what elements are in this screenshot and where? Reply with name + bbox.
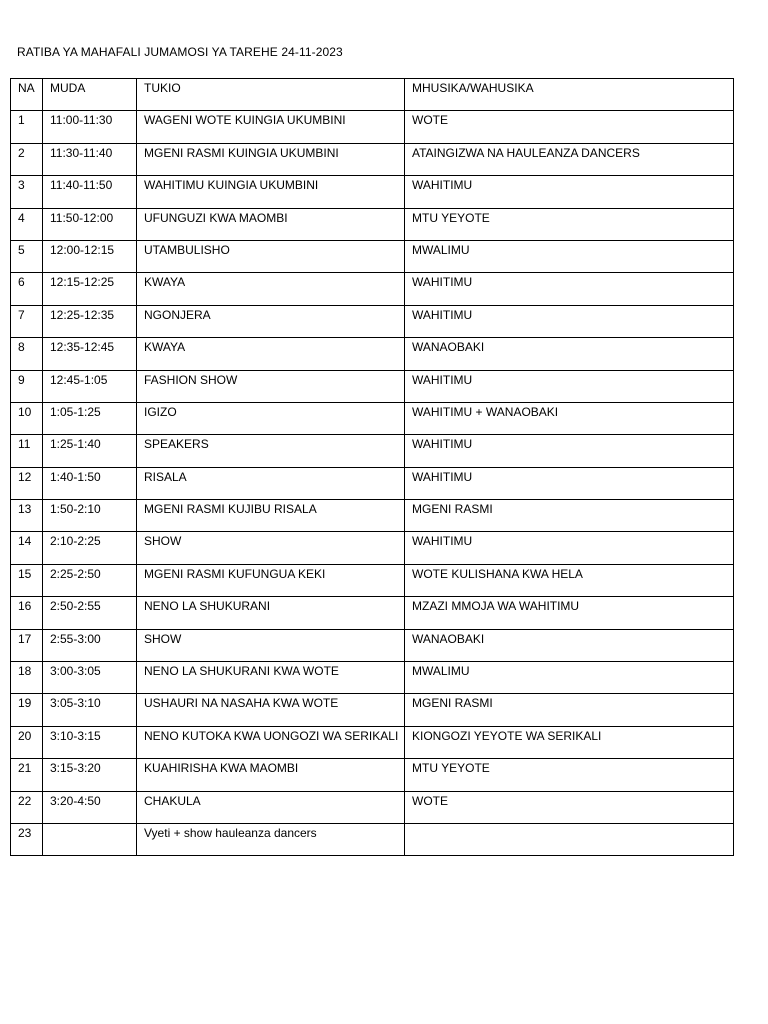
table-cell-mhusika: MZAZI MMOJA WA WAHITIMU <box>405 597 734 629</box>
table-cell-mhusika: WAHITIMU <box>405 176 734 208</box>
table-cell-tukio: CHAKULA <box>137 791 405 823</box>
table-row <box>11 143 734 175</box>
table-cell-tukio: MGENI RASMI KUFUNGUA KEKI <box>137 564 405 596</box>
table-cell-na: 3 <box>11 176 43 208</box>
table-cell-mhusika: WANAOBAKI <box>405 629 734 661</box>
table-row <box>11 208 734 240</box>
table-cell-mhusika: WOTE <box>405 111 734 143</box>
table-cell-mhusika: WAHITIMU <box>405 273 734 305</box>
table-cell-mhusika: MTU YEYOTE <box>405 759 734 791</box>
table-cell-na: 9 <box>11 370 43 402</box>
table-row <box>11 305 734 337</box>
table-cell-tukio: SHOW <box>137 629 405 661</box>
table-cell-na: 10 <box>11 402 43 434</box>
table-cell-na: 2 <box>11 143 43 175</box>
table-cell-muda: 12:45-1:05 <box>43 370 137 402</box>
table-cell-na: 5 <box>11 240 43 272</box>
table-cell-muda: 3:10-3:15 <box>43 726 137 758</box>
table-cell-mhusika: KIONGOZI YEYOTE WA SERIKALI <box>405 726 734 758</box>
table-cell-tukio: RISALA <box>137 467 405 499</box>
table-cell-na: 12 <box>11 467 43 499</box>
table-header-row <box>11 79 734 111</box>
table-cell-mhusika: WOTE <box>405 791 734 823</box>
schedule-table-body <box>11 79 734 856</box>
table-cell-muda: 12:35-12:45 <box>43 338 137 370</box>
table-row <box>11 564 734 596</box>
table-cell-tukio: FASHION SHOW <box>137 370 405 402</box>
table-cell-mhusika: WAHITIMU <box>405 435 734 467</box>
header-cell-na: NA <box>11 79 43 111</box>
header-cell-tukio: TUKIO <box>137 79 405 111</box>
table-cell-tukio: MGENI RASMI KUINGIA UKUMBINI <box>137 143 405 175</box>
table-cell-na: 21 <box>11 759 43 791</box>
table-row <box>11 597 734 629</box>
table-cell-mhusika: WAHITIMU <box>405 370 734 402</box>
table-cell-muda: 12:25-12:35 <box>43 305 137 337</box>
table-cell-mhusika: WAHITIMU <box>405 305 734 337</box>
table-row <box>11 176 734 208</box>
header-cell-mhusika: MHUSIKA/WAHUSIKA <box>405 79 734 111</box>
table-cell-tukio: NENO KUTOKA KWA UONGOZI WA SERIKALI <box>137 726 405 758</box>
table-cell-tukio: SPEAKERS <box>137 435 405 467</box>
table-cell-tukio: Vyeti + show hauleanza dancers <box>137 823 405 855</box>
table-cell-muda: 1:05-1:25 <box>43 402 137 434</box>
table-cell-muda: 3:05-3:10 <box>43 694 137 726</box>
table-row <box>11 111 734 143</box>
table-cell-muda: 1:40-1:50 <box>43 467 137 499</box>
table-cell-na: 11 <box>11 435 43 467</box>
table-cell-na: 6 <box>11 273 43 305</box>
table-cell-mhusika: WANAOBAKI <box>405 338 734 370</box>
table-cell-tukio: NGONJERA <box>137 305 405 337</box>
table-cell-tukio: KUAHIRISHA KWA MAOMBI <box>137 759 405 791</box>
table-cell-muda: 11:50-12:00 <box>43 208 137 240</box>
table-row <box>11 338 734 370</box>
table-cell-na: 23 <box>11 823 43 855</box>
table-cell-na: 14 <box>11 532 43 564</box>
table-cell-tukio: UTAMBULISHO <box>137 240 405 272</box>
table-cell-muda: 1:50-2:10 <box>43 500 137 532</box>
table-cell-na: 16 <box>11 597 43 629</box>
table-cell-tukio: WAHITIMU KUINGIA UKUMBINI <box>137 176 405 208</box>
table-row <box>11 791 734 823</box>
table-row <box>11 759 734 791</box>
table-cell-mhusika: WOTE KULISHANA KWA HELA <box>405 564 734 596</box>
schedule-table <box>10 78 734 856</box>
table-cell-mhusika: MWALIMU <box>405 662 734 694</box>
table-cell-tukio: KWAYA <box>137 273 405 305</box>
table-cell-muda: 11:30-11:40 <box>43 143 137 175</box>
table-cell-muda: 2:55-3:00 <box>43 629 137 661</box>
document-title: RATIBA YA MAHAFALI JUMAMOSI YA TAREHE 24-11-2023 <box>17 45 343 59</box>
table-row <box>11 402 734 434</box>
table-row <box>11 500 734 532</box>
table-row <box>11 240 734 272</box>
table-cell-mhusika: ATAINGIZWA NA HAULEANZA DANCERS <box>405 143 734 175</box>
table-cell-na: 22 <box>11 791 43 823</box>
table-cell-muda: 3:15-3:20 <box>43 759 137 791</box>
table-cell-mhusika: WAHITIMU <box>405 467 734 499</box>
table-cell-tukio: UFUNGUZI KWA MAOMBI <box>137 208 405 240</box>
table-cell-na: 8 <box>11 338 43 370</box>
table-cell-mhusika <box>405 823 734 855</box>
table-row <box>11 726 734 758</box>
table-cell-muda: 3:00-3:05 <box>43 662 137 694</box>
table-cell-tukio: KWAYA <box>137 338 405 370</box>
table-cell-na: 1 <box>11 111 43 143</box>
table-cell-na: 17 <box>11 629 43 661</box>
table-row <box>11 273 734 305</box>
table-cell-na: 19 <box>11 694 43 726</box>
table-cell-na: 13 <box>11 500 43 532</box>
table-cell-mhusika: WAHITIMU + WANAOBAKI <box>405 402 734 434</box>
table-row <box>11 662 734 694</box>
table-row <box>11 532 734 564</box>
table-cell-tukio: NENO LA SHUKURANI KWA WOTE <box>137 662 405 694</box>
table-cell-mhusika: MGENI RASMI <box>405 694 734 726</box>
table-row <box>11 435 734 467</box>
table-row <box>11 823 734 855</box>
table-cell-mhusika: MWALIMU <box>405 240 734 272</box>
table-cell-muda: 11:40-11:50 <box>43 176 137 208</box>
table-cell-na: 7 <box>11 305 43 337</box>
table-cell-muda: 1:25-1:40 <box>43 435 137 467</box>
table-cell-mhusika: MGENI RASMI <box>405 500 734 532</box>
table-row <box>11 467 734 499</box>
table-cell-muda: 12:15-12:25 <box>43 273 137 305</box>
table-cell-muda: 2:25-2:50 <box>43 564 137 596</box>
table-cell-tukio: IGIZO <box>137 402 405 434</box>
table-cell-tukio: WAGENI WOTE KUINGIA UKUMBINI <box>137 111 405 143</box>
table-cell-tukio: MGENI RASMI KUJIBU RISALA <box>137 500 405 532</box>
table-row <box>11 694 734 726</box>
table-cell-muda: 3:20-4:50 <box>43 791 137 823</box>
table-cell-tukio: NENO LA SHUKURANI <box>137 597 405 629</box>
table-cell-muda: 2:10-2:25 <box>43 532 137 564</box>
table-cell-muda: 12:00-12:15 <box>43 240 137 272</box>
table-cell-muda <box>43 823 137 855</box>
table-cell-na: 20 <box>11 726 43 758</box>
table-cell-na: 18 <box>11 662 43 694</box>
table-cell-muda: 2:50-2:55 <box>43 597 137 629</box>
table-cell-muda: 11:00-11:30 <box>43 111 137 143</box>
table-cell-na: 4 <box>11 208 43 240</box>
table-cell-tukio: USHAURI NA NASAHA KWA WOTE <box>137 694 405 726</box>
table-row <box>11 629 734 661</box>
table-cell-tukio: SHOW <box>137 532 405 564</box>
header-cell-muda: MUDA <box>43 79 137 111</box>
table-cell-mhusika: MTU YEYOTE <box>405 208 734 240</box>
table-cell-na: 15 <box>11 564 43 596</box>
table-row <box>11 370 734 402</box>
table-cell-mhusika: WAHITIMU <box>405 532 734 564</box>
